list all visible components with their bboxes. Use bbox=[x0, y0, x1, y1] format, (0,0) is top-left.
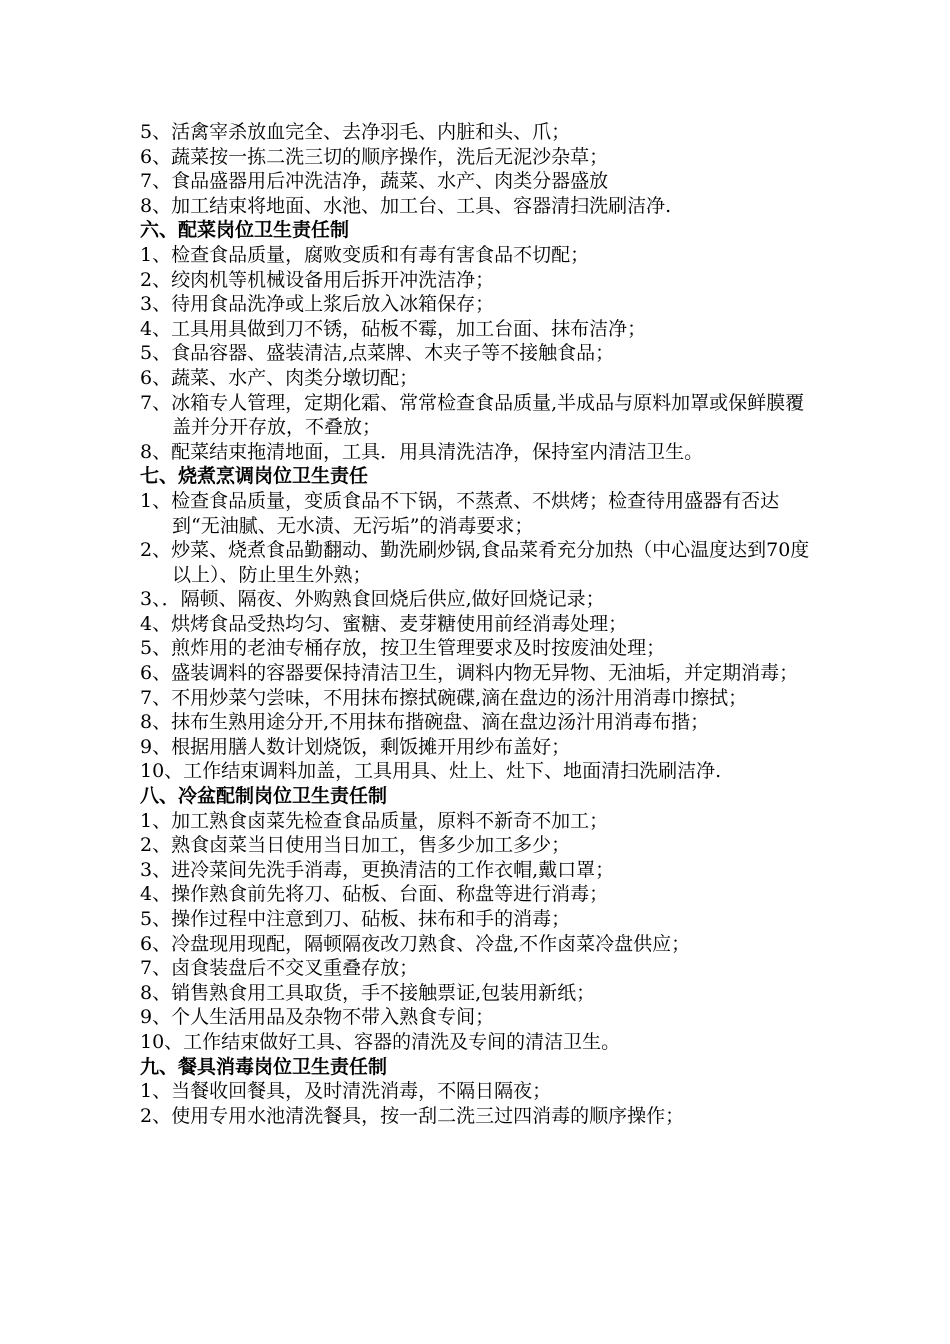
list-item: 7、食品盛器用后冲洗洁净，蔬菜、水产、肉类分器盛放 bbox=[140, 170, 609, 193]
list-item: 2、绞肉机等机械设备用后拆开冲洗洁净； bbox=[140, 268, 495, 291]
list-item: 5、煎炸用的老油专桶存放，按卫生管理要求及时按废油处理； bbox=[140, 637, 666, 660]
document-page bbox=[140, 120, 820, 1128]
list-item: 1、加工熟食卤菜先检查食品质量，原料不新奇不加工； bbox=[140, 809, 609, 832]
section-heading: 七、烧煮烹调岗位卫生责任 bbox=[140, 465, 369, 488]
list-item: 5、活禽宰杀放血完全、去净羽毛、内脏和头、爪； bbox=[140, 121, 571, 143]
list-item: 2、使用专用水池清洗餐具，按一刮二洗三过四消毒的顺序操作； bbox=[140, 1104, 685, 1127]
list-item: 10、工作结束做好工具、容器的清洗及专间的清洁卫生。 bbox=[140, 1030, 621, 1053]
list-item: 6、蔬菜按一拣二洗三切的顺序操作，洗后无泥沙杂草； bbox=[140, 145, 609, 168]
list-item: 1、检查食品质量，腐败变质和有毒有害食品不切配； bbox=[140, 243, 590, 266]
list-item bbox=[140, 538, 820, 587]
list-item: 1、当餐收回餐具，及时清洗消毒，不隔日隔夜； bbox=[140, 1080, 552, 1103]
list-item: 6、冷盘现用现配，隔顿隔夜改刀熟食、冷盘,不作卤菜冷盘供应； bbox=[140, 932, 691, 955]
list-item: 9、个人生活用品及杂物不带入熟食专间； bbox=[140, 1006, 495, 1029]
list-item: 7、卤食装盘后不交叉重叠存放； bbox=[140, 957, 419, 980]
list-item: 5、操作过程中注意到刀、砧板、抹布和手的消毒； bbox=[140, 908, 571, 930]
list-item: 8、抹布生熟用途分开,不用抹布揩碗盘、滴在盘边汤汁用消毒布揩； bbox=[140, 711, 710, 734]
section-heading: 八、冷盆配制岗位卫生责任制 bbox=[140, 785, 388, 808]
list-item: 10、工作结束调料加盖，工具用具、灶上、灶下、地面清扫洗刷洁净. bbox=[140, 760, 722, 783]
list-item: 3、进冷菜间先洗手消毒，更换清洁的工作衣帽,戴口罩； bbox=[140, 858, 615, 881]
list-item: 6、蔬菜、水产、肉类分墩切配； bbox=[140, 366, 419, 389]
list-item-text: 6、盛装调料的容器要保持清洁卫生，调料内物无异物、无油垢，并定期消毒； bbox=[140, 662, 799, 685]
list-item bbox=[140, 661, 820, 686]
list-item-text: 7、不用炒菜勺尝味，不用抹布擦拭碗碟,滴在盘边的汤汁用消毒巾擦拭； bbox=[140, 686, 748, 709]
list-item: 8、配菜结束拖清地面，工具．用具清洗洁净，保持室内清洁卫生。 bbox=[140, 440, 704, 463]
list-item: 8、加工结束将地面、水池、加工台、工具、容器清扫洗刷洁净. bbox=[140, 194, 672, 217]
list-item: 9、根据用膳人数计划烧饭，剩饭摊开用纱布盖好； bbox=[140, 735, 571, 758]
list-item: 8、销售熟食用工具取货，手不接触票证,包装用新纸； bbox=[140, 981, 596, 1004]
list-item: 4、烘烤食品受热均匀、蜜糖、麦芽糖使用前经消毒处理； bbox=[140, 612, 628, 635]
section-heading: 九、餐具消毒岗位卫生责任制 bbox=[140, 1055, 388, 1078]
list-item: 4、操作熟食前先将刀、砧板、台面、称盘等进行消毒； bbox=[140, 883, 609, 906]
list-item: 4、工具用具做到刀不锈，砧板不霉，加工台面、抹布洁净； bbox=[140, 317, 647, 340]
section-heading: 六、配菜岗位卫生责任制 bbox=[140, 219, 350, 242]
list-item bbox=[140, 686, 820, 711]
list-item: 2、熟食卤菜当日使用当日加工，售多少加工多少； bbox=[140, 834, 571, 857]
list-item bbox=[140, 391, 820, 440]
list-item: 5、食品容器、盛装清洁,点菜牌、木夹子等不接触食品； bbox=[140, 342, 615, 365]
list-item-text: 1、检查食品质量，变质食品不下锅，不蒸煮、不烘烤；检查待用盛器有否达到“无油腻、无水渍、无污垢”的消毒要求； bbox=[140, 489, 780, 537]
list-item-text: 2、炒菜、烧煮食品勤翻动、勤洗刷炒锅,食品菜肴充分加热（中心温度达到70度以上）、防止里生外熟； bbox=[140, 539, 810, 586]
list-item: 3、待用食品洗净或上浆后放入冰箱保存； bbox=[140, 293, 495, 316]
list-item-text: 7、冰箱专人管理，定期化霜、常常检查食品质量,半成品与原料加罩或保鲜膜覆盖并分开存放，不叠放； bbox=[140, 391, 805, 439]
list-item bbox=[140, 489, 820, 538]
list-item: 3、．隔顿、隔夜、外购熟食回烧后供应,做好回烧记录； bbox=[140, 588, 605, 611]
